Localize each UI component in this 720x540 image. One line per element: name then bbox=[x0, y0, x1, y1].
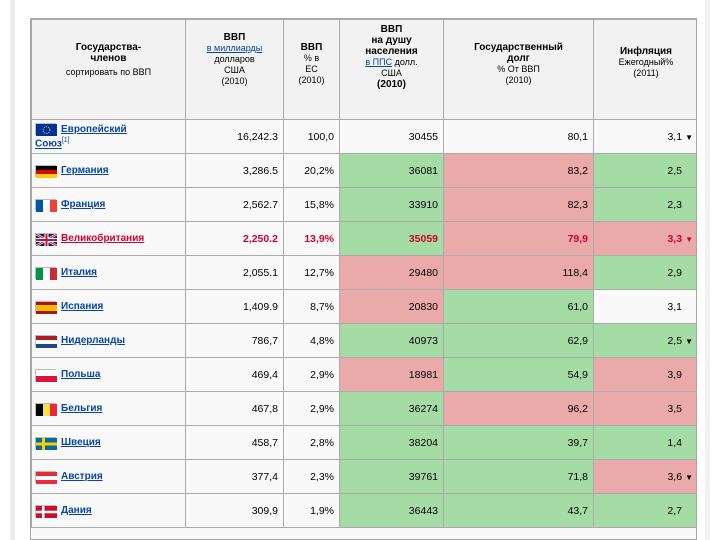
cell-value: 83,2 bbox=[567, 164, 588, 177]
cell-value: 96,2 bbox=[567, 402, 588, 415]
cell-value: 3,1 bbox=[667, 130, 683, 143]
country-link[interactable]: Бельгия bbox=[61, 403, 103, 415]
trend-marker-icon: ▼ bbox=[685, 234, 693, 244]
country-link[interactable]: Австрия bbox=[61, 471, 103, 483]
cell-value: 309,9 bbox=[251, 504, 278, 517]
cell-value: 2,3 bbox=[667, 198, 682, 211]
gdp-share-cell bbox=[284, 426, 340, 460]
flag-be-icon bbox=[35, 403, 56, 415]
gdp-per-capita-cell bbox=[340, 222, 444, 256]
gdp-cell bbox=[186, 120, 284, 154]
cell-value: 2,562.7 bbox=[242, 198, 278, 211]
flag-eu-icon bbox=[35, 123, 56, 135]
cell-value: 62,9 bbox=[567, 334, 588, 347]
gdp-cell bbox=[186, 222, 284, 256]
gdp-per-capita-cell bbox=[340, 256, 444, 290]
table-row bbox=[32, 426, 698, 460]
country-cell bbox=[32, 426, 186, 460]
country-link[interactable]: Германия bbox=[61, 165, 109, 177]
gdp-share-cell bbox=[284, 222, 340, 256]
table-row bbox=[32, 256, 698, 290]
header-gdp[interactable]: ВВП в миллиарды долларов США (2010) bbox=[186, 20, 284, 120]
gdp-share-cell bbox=[284, 324, 340, 358]
cell-value: 79,9 bbox=[567, 232, 588, 245]
cell-value: 3,286.5 bbox=[242, 164, 278, 177]
table-row bbox=[32, 392, 698, 426]
country-cell bbox=[32, 290, 186, 324]
gdp-per-capita-cell bbox=[340, 426, 444, 460]
cell-value: 20830 bbox=[408, 300, 438, 313]
cell-value: 2,5 bbox=[667, 334, 683, 347]
table-row bbox=[32, 324, 698, 358]
gdp-per-capita-cell bbox=[340, 358, 444, 392]
cell-value: 2,250.2 bbox=[242, 232, 278, 245]
cell-value: 2,5 bbox=[667, 164, 682, 177]
public-debt-cell bbox=[444, 358, 594, 392]
table-header-row bbox=[32, 20, 698, 120]
inflation-cell bbox=[594, 256, 698, 290]
gdp-share-cell bbox=[284, 290, 340, 324]
cell-value: 1,409.9 bbox=[242, 300, 278, 313]
gdp-share-cell bbox=[284, 392, 340, 426]
country-cell bbox=[32, 120, 186, 154]
gdp-per-capita-cell bbox=[340, 188, 444, 222]
cell-value: 71,8 bbox=[567, 470, 588, 483]
cell-value: 12,7% bbox=[304, 266, 334, 279]
header-inflation[interactable]: Инфляция Ежегодный% (2011) bbox=[594, 20, 698, 120]
gdp-cell bbox=[186, 358, 284, 392]
inflation-cell bbox=[594, 358, 698, 392]
flag-nl-icon bbox=[35, 335, 56, 347]
cell-value: 786,7 bbox=[251, 334, 278, 347]
cell-value: 30455 bbox=[408, 130, 438, 143]
country-cell bbox=[32, 222, 186, 256]
gdp-cell bbox=[186, 494, 284, 528]
gdp-cell bbox=[186, 256, 284, 290]
public-debt-cell bbox=[444, 290, 594, 324]
gdp-cell bbox=[186, 188, 284, 222]
inflation-cell bbox=[594, 494, 698, 528]
table-row bbox=[32, 494, 698, 528]
trend-marker-icon: ▼ bbox=[685, 132, 693, 142]
cell-value: 29480 bbox=[408, 266, 438, 279]
cell-value: 467,8 bbox=[251, 402, 278, 415]
cell-value: 2,7 bbox=[667, 504, 682, 517]
country-link[interactable]: Союз bbox=[35, 138, 62, 150]
cell-value: 1,9% bbox=[310, 504, 334, 517]
gdp-share-cell bbox=[284, 154, 340, 188]
trend-marker-icon: ▼ bbox=[685, 472, 693, 482]
cell-value: 2,8% bbox=[310, 436, 334, 449]
public-debt-cell bbox=[444, 494, 594, 528]
gdp-share-cell bbox=[284, 460, 340, 494]
country-cell bbox=[32, 324, 186, 358]
cell-value: 39761 bbox=[408, 470, 438, 483]
gdp-cell bbox=[186, 324, 284, 358]
gdp-cell bbox=[186, 290, 284, 324]
country-link[interactable]: Европейский bbox=[61, 124, 127, 136]
cell-value: 8,7% bbox=[310, 300, 334, 313]
table-row bbox=[32, 358, 698, 392]
footnote-ref[interactable]: [1] bbox=[61, 137, 70, 145]
country-cell bbox=[32, 460, 186, 494]
country-link[interactable]: Италия bbox=[61, 267, 97, 279]
flag-it-icon bbox=[35, 267, 56, 279]
table-row bbox=[32, 222, 698, 256]
cell-value: 3,3 bbox=[667, 232, 683, 245]
inflation-cell bbox=[594, 188, 698, 222]
country-link[interactable]: Дания bbox=[61, 505, 92, 517]
cell-value: 36443 bbox=[408, 504, 438, 517]
flag-fr-icon bbox=[35, 199, 56, 211]
gdp-per-capita-cell bbox=[340, 324, 444, 358]
table-row bbox=[32, 188, 698, 222]
header-public-debt[interactable]: Государственный долг % От ВВП (2010) bbox=[444, 20, 594, 120]
cell-value: 38204 bbox=[408, 436, 438, 449]
public-debt-cell bbox=[444, 392, 594, 426]
public-debt-cell bbox=[444, 256, 594, 290]
flag-dk-icon bbox=[35, 505, 56, 517]
flag-gb-icon bbox=[35, 233, 56, 245]
inflation-cell bbox=[594, 222, 698, 256]
cell-value: 118,4 bbox=[562, 266, 588, 279]
cell-value: 36081 bbox=[408, 164, 438, 177]
gdp-share-cell bbox=[284, 358, 340, 392]
cell-value: 4,8% bbox=[310, 334, 334, 347]
gdp-per-capita-cell bbox=[340, 494, 444, 528]
cell-value: 15,8% bbox=[304, 198, 334, 211]
inflation-cell bbox=[594, 290, 698, 324]
cell-value: 1,4 bbox=[667, 436, 682, 449]
cell-value: 39,7 bbox=[567, 436, 588, 449]
cell-value: 2,9% bbox=[310, 402, 334, 415]
gdp-share-cell bbox=[284, 256, 340, 290]
public-debt-cell bbox=[444, 120, 594, 154]
flag-at-icon bbox=[35, 471, 56, 483]
flag-de-icon bbox=[35, 165, 56, 177]
table-body bbox=[32, 120, 698, 528]
country-link[interactable]: Франция bbox=[61, 199, 106, 211]
cell-value: 40973 bbox=[408, 334, 438, 347]
gdp-per-capita-cell bbox=[340, 290, 444, 324]
gdp-share-cell bbox=[284, 188, 340, 222]
public-debt-cell bbox=[444, 188, 594, 222]
left-frame-strip bbox=[10, 0, 15, 540]
table-row bbox=[32, 290, 698, 324]
gdp-per-capita-cell bbox=[340, 154, 444, 188]
country-cell bbox=[32, 358, 186, 392]
cell-value: 80,1 bbox=[567, 130, 588, 143]
inflation-cell bbox=[594, 460, 698, 494]
trend-marker-icon: ▼ bbox=[685, 336, 693, 346]
cell-value: 54,9 bbox=[567, 368, 588, 381]
gdp-per-capita-cell bbox=[340, 120, 444, 154]
header-gdp-share[interactable]: ВВП % в ЕС (2010) bbox=[284, 20, 340, 120]
cell-value: 3,1 bbox=[667, 300, 682, 313]
cell-value: 16,242.3 bbox=[237, 130, 278, 143]
inflation-cell bbox=[594, 426, 698, 460]
table-row bbox=[32, 460, 698, 494]
gdp-share-cell bbox=[284, 494, 340, 528]
inflation-cell bbox=[594, 324, 698, 358]
gdp-cell bbox=[186, 426, 284, 460]
cell-value: 18981 bbox=[408, 368, 438, 381]
public-debt-cell bbox=[444, 222, 594, 256]
cell-value: 35059 bbox=[408, 232, 438, 245]
country-link[interactable]: Испания bbox=[61, 301, 104, 313]
gdp-cell bbox=[186, 392, 284, 426]
country-cell bbox=[32, 256, 186, 290]
ppp-link[interactable]: в ППС bbox=[365, 57, 393, 67]
flag-pl-icon bbox=[35, 369, 56, 381]
cell-value: 469,4 bbox=[251, 368, 278, 381]
country-cell bbox=[32, 494, 186, 528]
table-row bbox=[32, 154, 698, 188]
country-cell bbox=[32, 392, 186, 426]
country-link[interactable]: Нидерланды bbox=[61, 335, 125, 347]
gdp-unit-link[interactable]: в миллиарды bbox=[206, 43, 263, 53]
cell-value: 377,4 bbox=[251, 470, 278, 483]
cell-value: 100,0 bbox=[307, 130, 334, 143]
public-debt-cell bbox=[444, 460, 594, 494]
cell-value: 43,7 bbox=[567, 504, 588, 517]
header-country[interactable]: Государства- членов сортировать по ВВП bbox=[32, 20, 186, 120]
gdp-per-capita-cell bbox=[340, 392, 444, 426]
cell-value: 2,9 bbox=[667, 266, 682, 279]
right-frame-strip bbox=[705, 0, 710, 540]
country-cell bbox=[32, 188, 186, 222]
cell-value: 3,9 bbox=[667, 368, 682, 381]
flag-se-icon bbox=[35, 437, 56, 449]
cell-value: 82,3 bbox=[567, 198, 588, 211]
gdp-share-cell bbox=[284, 120, 340, 154]
country-link[interactable]: Швеция bbox=[61, 437, 101, 449]
cell-value: 3,6 bbox=[667, 470, 683, 483]
cell-value: 61,0 bbox=[567, 300, 588, 313]
cell-value: 33910 bbox=[408, 198, 438, 211]
cell-value: 458,7 bbox=[251, 436, 278, 449]
public-debt-cell bbox=[444, 154, 594, 188]
country-link[interactable]: Польша bbox=[61, 369, 101, 381]
table-row bbox=[32, 120, 698, 154]
country-link[interactable]: Великобритания bbox=[61, 233, 145, 245]
public-debt-cell bbox=[444, 324, 594, 358]
cell-value: 13,9% bbox=[304, 232, 334, 245]
gdp-cell bbox=[186, 154, 284, 188]
inflation-cell bbox=[594, 392, 698, 426]
public-debt-cell bbox=[444, 426, 594, 460]
country-cell bbox=[32, 154, 186, 188]
gdp-cell bbox=[186, 460, 284, 494]
cell-value: 20,2% bbox=[304, 164, 334, 177]
inflation-cell bbox=[594, 154, 698, 188]
eu-economy-table bbox=[31, 19, 697, 528]
header-gdp-per-capita[interactable]: ВВП на душу населения в ППС долл. США (2010) bbox=[340, 20, 444, 120]
flag-es-icon bbox=[35, 301, 56, 313]
cell-value: 36274 bbox=[408, 402, 438, 415]
cell-value: 3,5 bbox=[667, 402, 682, 415]
cell-value: 2,9% bbox=[310, 368, 334, 381]
cell-value: 2,055.1 bbox=[242, 266, 278, 279]
eu-economy-table-panel bbox=[30, 18, 697, 540]
cell-value: 2,3% bbox=[310, 470, 334, 483]
gdp-per-capita-cell bbox=[340, 460, 444, 494]
inflation-cell bbox=[594, 120, 698, 154]
